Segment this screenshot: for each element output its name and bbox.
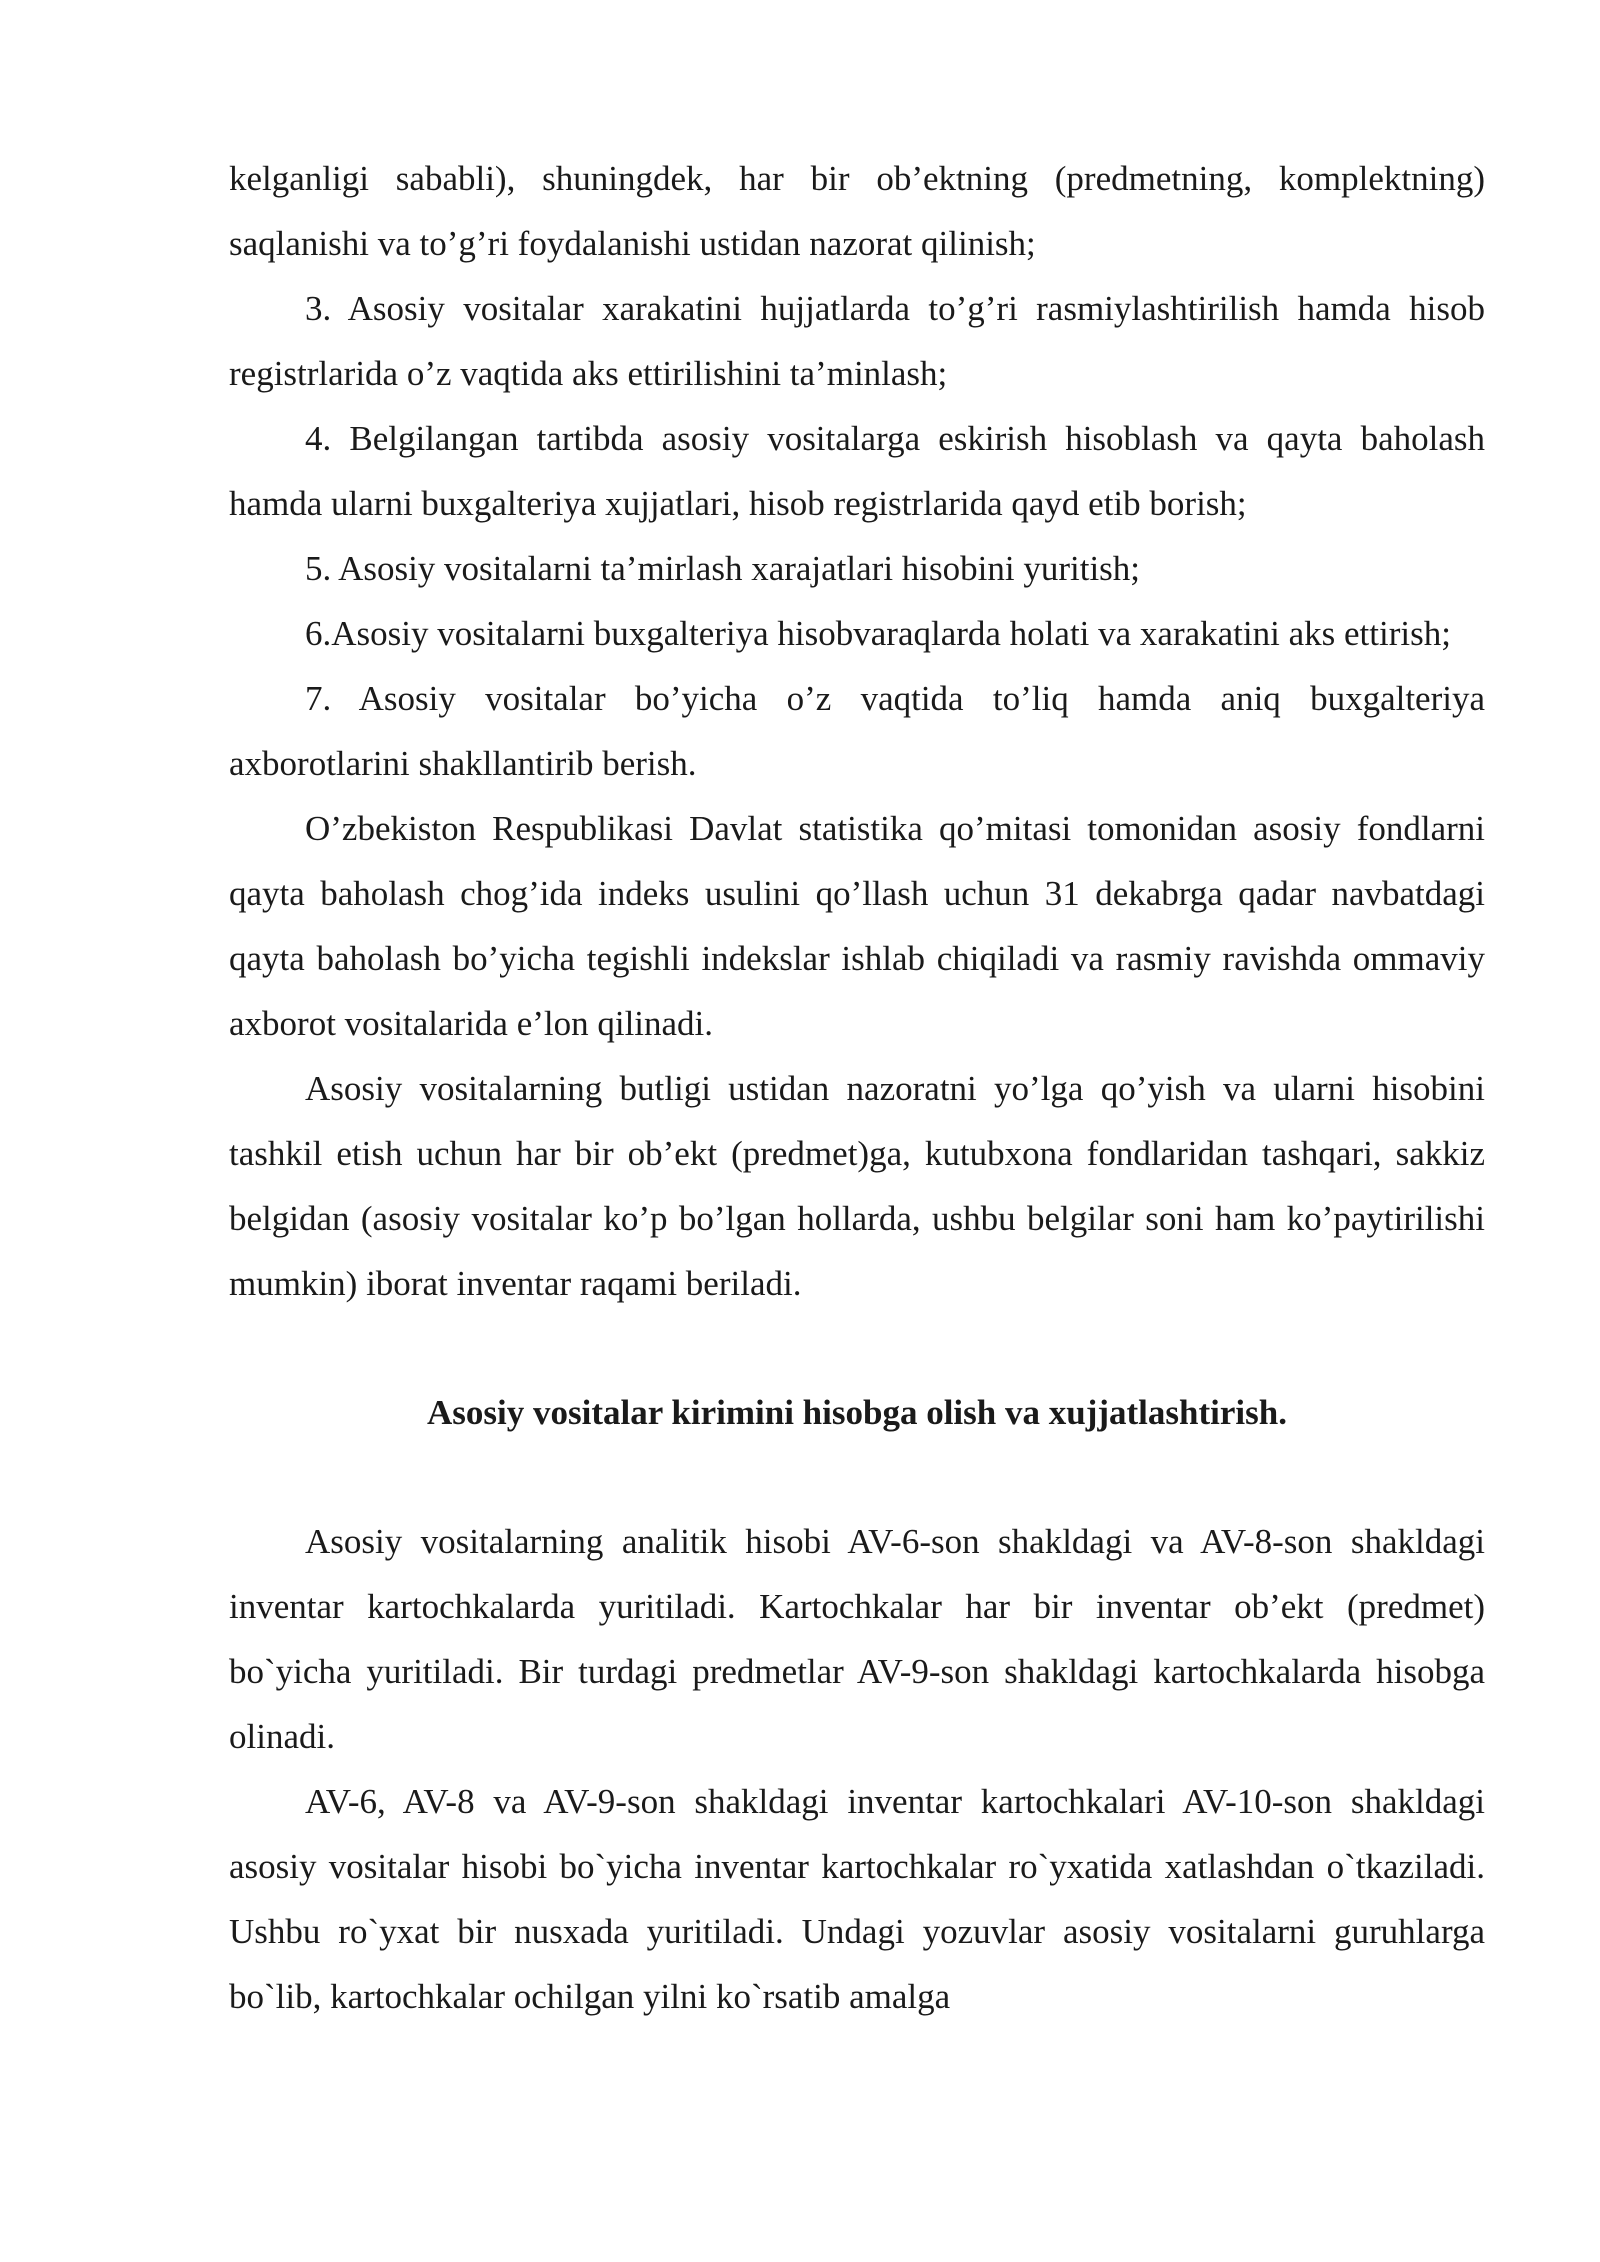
spacer: [229, 1445, 1485, 1509]
paragraph-continued: kelganligi sababli), shuningdek, har bir ob’ektning (predmetning, komplektning) saqlanishi va to’g’ri foydalanishi ustidan nazorat qilinish;: [229, 159, 1485, 263]
section-heading: Asosiy vositalar kirimini hisobga olish va xujjatlashtirish.: [427, 1393, 1287, 1432]
list-item-6: 6.Asosiy vositalarni buxgalteriya hisobvaraqlarda holati va xarakatini aks ettirish;: [305, 614, 1451, 653]
paragraph-statistics-committee: O’zbekiston Respublikasi Davlat statistika qo’mitasi tomonidan asosiy fondlarni qayta baholash chog’ida indeks usulini qo’llash uchun 31 dekabrga qadar navbatdagi qayta baholash bo’yicha tegishli indekslar ishlab chiqiladi va rasmiy ravishda ommaviy axborot vositalarida e’lon qilinadi.: [229, 809, 1485, 1043]
paragraph-analytic-accounting: Asosiy vositalarning analitik hisobi AV-6-son shakldagi va AV-8-son shakldagi inventar kartochkalarda yuritiladi. Kartochkalar har bir inventar ob’ekt (predmet) bo`yicha yuritiladi. Bir turdagi predmetlar AV-9-son shakldagi kartochkalarda hisobga olinadi.: [229, 1522, 1485, 1756]
list-item-3: 3. Asosiy vositalar xarakatini hujjatlarda to’g’ri rasmiylashtirilish hamda hisob registrlarida o’z vaqtida aks ettirilishini ta’minlash;: [229, 289, 1485, 393]
document-page: [229, 146, 1485, 2029]
list-item-4: 4. Belgilangan tartibda asosiy vositalarga eskirish hisoblash va qayta baholash hamda ularni buxgalteriya xujjatlari, hisob registrlarida qayd etib borish;: [229, 419, 1485, 523]
list-item-5: 5. Asosiy vositalarni ta’mirlash xarajatlari hisobini yuritish;: [305, 549, 1141, 588]
paragraph-inventory-cards: AV-6, AV-8 va AV-9-son shakldagi inventar kartochkalari AV-10-son shakldagi asosiy vositalar hisobi bo`yicha inventar kartochkalar ro`yxatida xatlashdan o`tkaziladi. Ushbu ro`yxat bir nusxada yuritiladi. Undagi yozuvlar asosiy vositalarni guruhlarga bo`lib, kartochkalar ochilgan yilni ko`rsatib amalga: [229, 1782, 1485, 2016]
list-item-7: 7. Asosiy vositalar bo’yicha o’z vaqtida to’liq hamda aniq buxgalteriya axborotlarini shakllantirib berish.: [229, 679, 1485, 783]
paragraph-inventory-number: Asosiy vositalarning butligi ustidan nazoratni yo’lga qo’yish va ularni hisobini tashkil etish uchun har bir ob’ekt (predmet)ga, kutubxona fondlaridan tashqari, sakkiz belgidan (asosiy vositalar ko’p bo’lgan hollarda, ushbu belgilar soni ham ko’paytirilishi mumkin) iborat inventar raqami beriladi.: [229, 1069, 1485, 1303]
spacer: [229, 1316, 1485, 1380]
